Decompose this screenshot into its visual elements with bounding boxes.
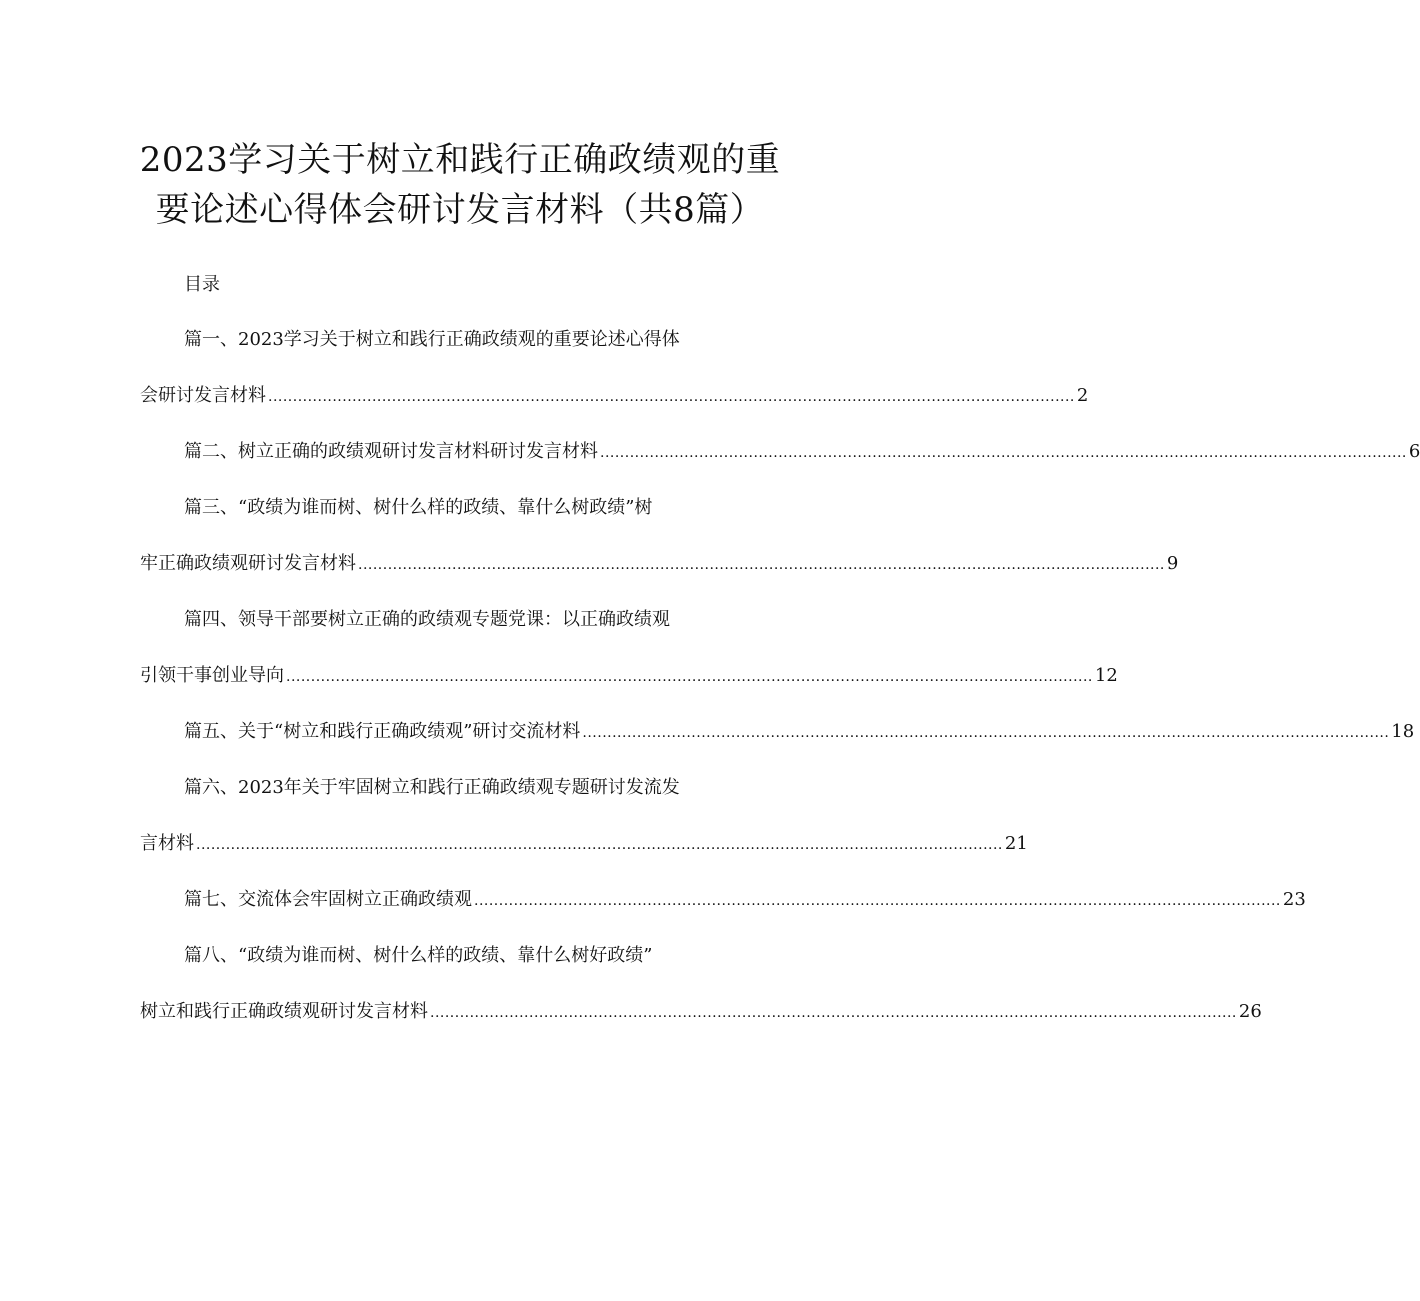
toc-entry-8-line1[interactable]: 篇八、“政绩为谁而树、树什么样的政绩、靠什么树好政绩”: [184, 945, 653, 966]
toc-entry-2[interactable]: 篇二、树立正确的政绩观研讨发言材料研讨发言材料 ................................................................................................................................................................... 6: [184, 437, 776, 467]
toc-entry-4-line2[interactable]: 引领干事创业导向 ................................................................................................................................................................... 12: [140, 661, 776, 691]
toc-entry-7[interactable]: 篇七、交流体会牢固树立正确政绩观 ................................................................................................................................................................... 23: [184, 885, 776, 915]
toc-leader-dots: ...................................................................................................................................................................: [474, 893, 1281, 909]
toc-entry-1-line2[interactable]: 会研讨发言材料 ................................................................................................................................................................... 2: [140, 381, 776, 411]
toc-entry-6-line2[interactable]: 言材料 ................................................................................................................................................................... 21: [140, 829, 776, 859]
toc-leader-dots: ...................................................................................................................................................................: [430, 1005, 1237, 1021]
document-title: [120, 135, 800, 235]
toc-page-number: 12: [1094, 665, 1118, 686]
toc-leader-dots: ...................................................................................................................................................................: [600, 445, 1407, 461]
toc-heading: 目录: [184, 274, 220, 295]
toc-page-number: 21: [1004, 833, 1028, 854]
toc-entry-4-line1[interactable]: 篇四、领导干部要树立正确的政绩观专题党课：以正确政绩观: [184, 609, 670, 630]
toc-leader-dots: ...................................................................................................................................................................: [582, 725, 1390, 741]
title-line-2: 要论述心得体会研讨发言材料（共8篇）: [155, 190, 765, 230]
toc-leader-dots: ...................................................................................................................................................................: [286, 669, 1093, 685]
toc-page-number: 9: [1166, 553, 1179, 574]
toc-page-number: 26: [1238, 1001, 1262, 1022]
toc-page-number: 6: [1408, 441, 1420, 462]
toc-leader-dots: ...................................................................................................................................................................: [358, 557, 1165, 573]
toc-entry-5[interactable]: 篇五、关于“树立和践行正确政绩观”研讨交流材料 ................................................................................................................................................................... 18: [184, 717, 776, 747]
toc-page-number: 18: [1391, 721, 1415, 742]
toc-entry-3-line2[interactable]: 牢正确政绩观研讨发言材料 ................................................................................................................................................................... 9: [140, 549, 776, 579]
toc-entry-3-line1[interactable]: 篇三、“政绩为谁而树、树什么样的政绩、靠什么树政绩”树: [184, 497, 653, 518]
toc-entry-1-line1[interactable]: 篇一、2023学习关于树立和践行正确政绩观的重要论述心得体: [184, 329, 680, 350]
toc-leader-dots: ...................................................................................................................................................................: [196, 837, 1003, 853]
toc-entry-8-line2[interactable]: 树立和践行正确政绩观研讨发言材料 ................................................................................................................................................................... 26: [140, 997, 776, 1027]
toc-entry-6-line1[interactable]: 篇六、2023年关于牢固树立和践行正确政绩观专题研讨发流发: [184, 777, 680, 798]
title-line-1: 2023学习关于树立和践行正确政绩观的重: [139, 140, 781, 180]
toc-leader-dots: ...................................................................................................................................................................: [268, 389, 1075, 405]
toc-page-number: 2: [1076, 385, 1089, 406]
toc-page-number: 23: [1282, 889, 1306, 910]
